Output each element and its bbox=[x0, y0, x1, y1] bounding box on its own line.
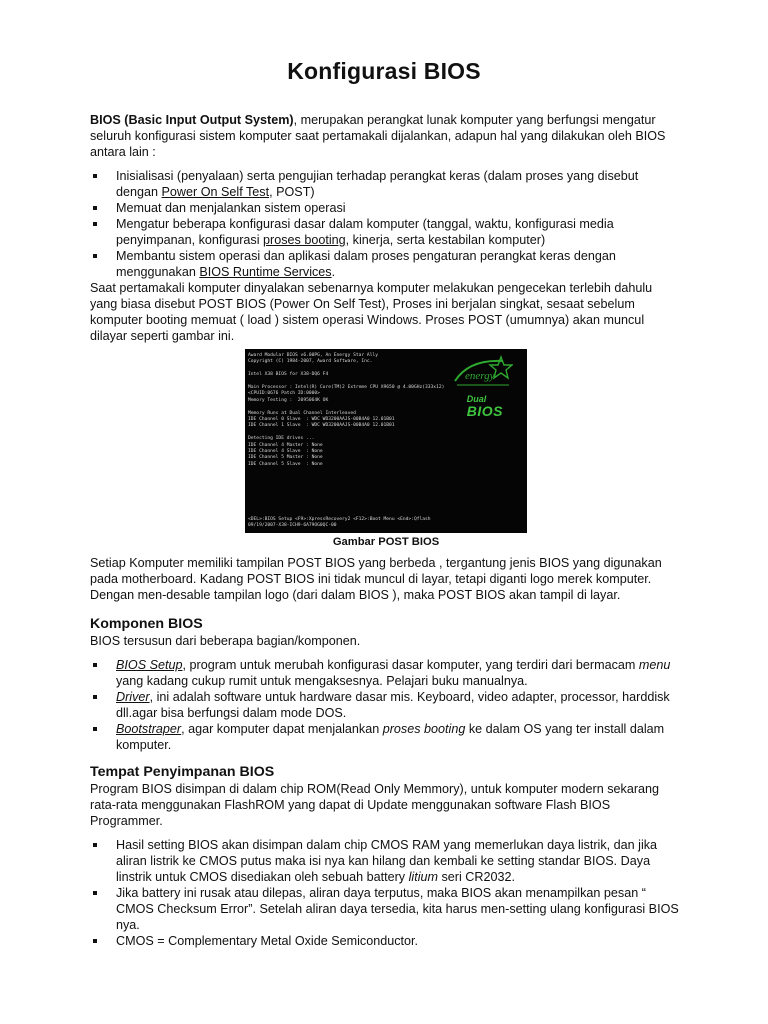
list-item: Jika battery ini rusak atau dilepas, aliran daya terputus, maka BIOS akan menampilkan pesan “ CMOS Checksum Error”. Setelah aliran daya tersedia, kita harus men-setting ulang konfigurasi BIOS nya. bbox=[90, 885, 682, 933]
komponen-list bbox=[90, 657, 682, 753]
document-body bbox=[90, 112, 682, 949]
post-bios-figure bbox=[90, 349, 682, 549]
post-paragraph: Saat pertamakali komputer dinyalakan sebenarnya komputer melakukan pengecekan terlebih dahulu yang biasa disebut POST BIOS (Power On Self Test), Proses ini berjalan singkat, sesaat sebelum komputer booting memuat ( load ) sistem operasi Windows. Proses POST (umumnya) akan muncul dilayar seperti gambar ini. bbox=[90, 281, 653, 343]
komponen-heading: Komponen BIOS bbox=[90, 616, 203, 632]
post-screen-line: IDE Channel 5 Master : None bbox=[248, 455, 323, 461]
link-bios-setup[interactable]: BIOS Setup bbox=[116, 658, 183, 672]
post-screen-line: Memory Runs at Dual Channel Interleaved bbox=[248, 410, 356, 416]
link-bios-runtime-services[interactable]: BIOS Runtime Services bbox=[199, 265, 332, 279]
post-screen-line: Intel X38 BIOS for X38-DQ6 F4 bbox=[248, 372, 329, 378]
tempat-intro: Program BIOS disimpan di dalam chip ROM(Read Only Memmory), untuk komputer modern sekarang rata-rata menggunakan FlashROM yang dapat di Update menggunakan software Flash BIOS Programmer. bbox=[90, 782, 660, 828]
post-screen-footer-line: 09/19/2007-X38-ICH9-6A79OG0QC-00 bbox=[248, 523, 337, 529]
intro-paragraph: BIOS (Basic Input Output System), merupakan perangkat lunak komputer yang berfungsi mengatur seluruh konfigurasi sistem komputer saat pertamakali dijalankan, adapun hal yang dilakukan oleh BIOS antara lain : bbox=[90, 113, 666, 159]
list-item: Inisialisasi (penyalaan) serta pengujian terhadap perangkat keras (dalam proses yang disebut dengan Power On Self Test, POST) bbox=[90, 168, 682, 200]
post-screen-line: IDE Channel 1 Slave : WDC WD3200AAJS-00B4A0 12.01B01 bbox=[248, 423, 395, 429]
list-item: Mengatur beberapa konfigurasi dasar dalam komputer (tanggal, waktu, konfigurasi media penyimpanan, konfigurasi proses booting, kinerja, serta kestabilan komputer) bbox=[90, 216, 682, 248]
post-screen-line: <CPUID:0676 Patch ID:0000> bbox=[248, 391, 320, 397]
post-screen-line: IDE Channel 4 Slave : None bbox=[248, 449, 323, 454]
dual-bios-logo: Dual BIOS bbox=[466, 394, 503, 419]
link-driver[interactable]: Driver bbox=[116, 690, 150, 704]
list-item: Bootstraper, agar komputer dapat menjalankan proses booting ke dalam OS yang ter install dalam komputer. bbox=[90, 721, 682, 753]
link-power-on-self-test[interactable]: Power On Self Test bbox=[161, 185, 270, 199]
post-screen-line: Award Modular BIOS v6.00PG, An Energy Star Ally bbox=[248, 353, 378, 358]
energy-star-logo bbox=[451, 355, 513, 392]
post-screen-footer-line: <DEL>:BIOS Setup <F9>:XpressRecovery2 <F12>:Boot Menu <End>:Qflash bbox=[248, 517, 431, 522]
post-screen-line: IDE Channel 0 Slave : WDC WD3200AAJS-00B4A0 12.01B01 bbox=[248, 417, 395, 422]
bios-functions-list bbox=[90, 168, 682, 280]
tempat-heading: Tempat Penyimpanan BIOS bbox=[90, 764, 275, 780]
logo-paragraph: Setiap Komputer memiliki tampilan POST BIOS yang berbeda , tergantung jenis BIOS yang digunakan pada motherboard. Kadang POST BIOS ini tidak muncul di layar, tetapi diganti logo merek komputer. Dengan men-desable tampilan logo (dari dalam BIOS ), maka POST BIOS akan tampil di layar. bbox=[90, 556, 662, 602]
page-title: Konfigurasi BIOS bbox=[287, 58, 481, 84]
link-proses-booting[interactable]: proses booting bbox=[263, 233, 346, 247]
komponen-intro: BIOS tersusun dari beberapa bagian/komponen. bbox=[90, 634, 361, 648]
tempat-list bbox=[90, 837, 682, 949]
intro-term: BIOS (Basic Input Output System) bbox=[90, 113, 294, 127]
list-item: Hasil setting BIOS akan disimpan dalam chip CMOS RAM yang memerlukan daya listrik, dan jika aliran listrik ke CMOS putus maka isi nya kan hilang dan kembali ke setting standar BIOS. Daya linstrik untuk CMOS disediakan oleh sebuah battery litium seri CR2032. bbox=[90, 837, 682, 885]
figure-caption: Gambar POST BIOS bbox=[332, 536, 440, 548]
list-item: CMOS = Complementary Metal Oxide Semiconductor. bbox=[90, 933, 682, 949]
post-bios-screenshot bbox=[245, 349, 527, 533]
post-screen-line: Memory Testing : 2095064K OK bbox=[248, 397, 329, 403]
energy-logo-text: energy bbox=[465, 370, 495, 382]
list-item: Memuat dan menjalankan sistem operasi bbox=[90, 200, 682, 216]
list-item: Driver, ini adalah software untuk hardware dasar mis. Keyboard, video adapter, processor, harddisk dll.agar bisa berfungsi dalam mode DOS. bbox=[90, 689, 682, 721]
post-screen-line: IDE Channel 4 Master : None bbox=[248, 442, 323, 448]
list-item: BIOS Setup, program untuk merubah konfigurasi dasar komputer, yang terdiri dari bermacam menu yang kadang cukup rumit untuk mengaksesnya. Pelajari buku manualnya. bbox=[90, 657, 682, 689]
post-screen-line: Detecting IDE drives ... bbox=[248, 436, 315, 442]
post-screen-line: IDE Channel 5 Slave : None bbox=[248, 461, 323, 467]
post-screen-line: Main Processor : Intel(R) Core(TM)2 Extreme CPU X9650 @ 4.00GHz(333x12) bbox=[248, 385, 445, 390]
list-item: Membantu sistem operasi dan aplikasi dalam proses pengaturan perangkat keras dengan menggunakan BIOS Runtime Services. bbox=[90, 248, 682, 280]
post-screen-line: Copyright (C) 1984-2007, Award Software, Inc. bbox=[248, 359, 373, 365]
link-bootstraper[interactable]: Bootstraper bbox=[116, 722, 182, 736]
